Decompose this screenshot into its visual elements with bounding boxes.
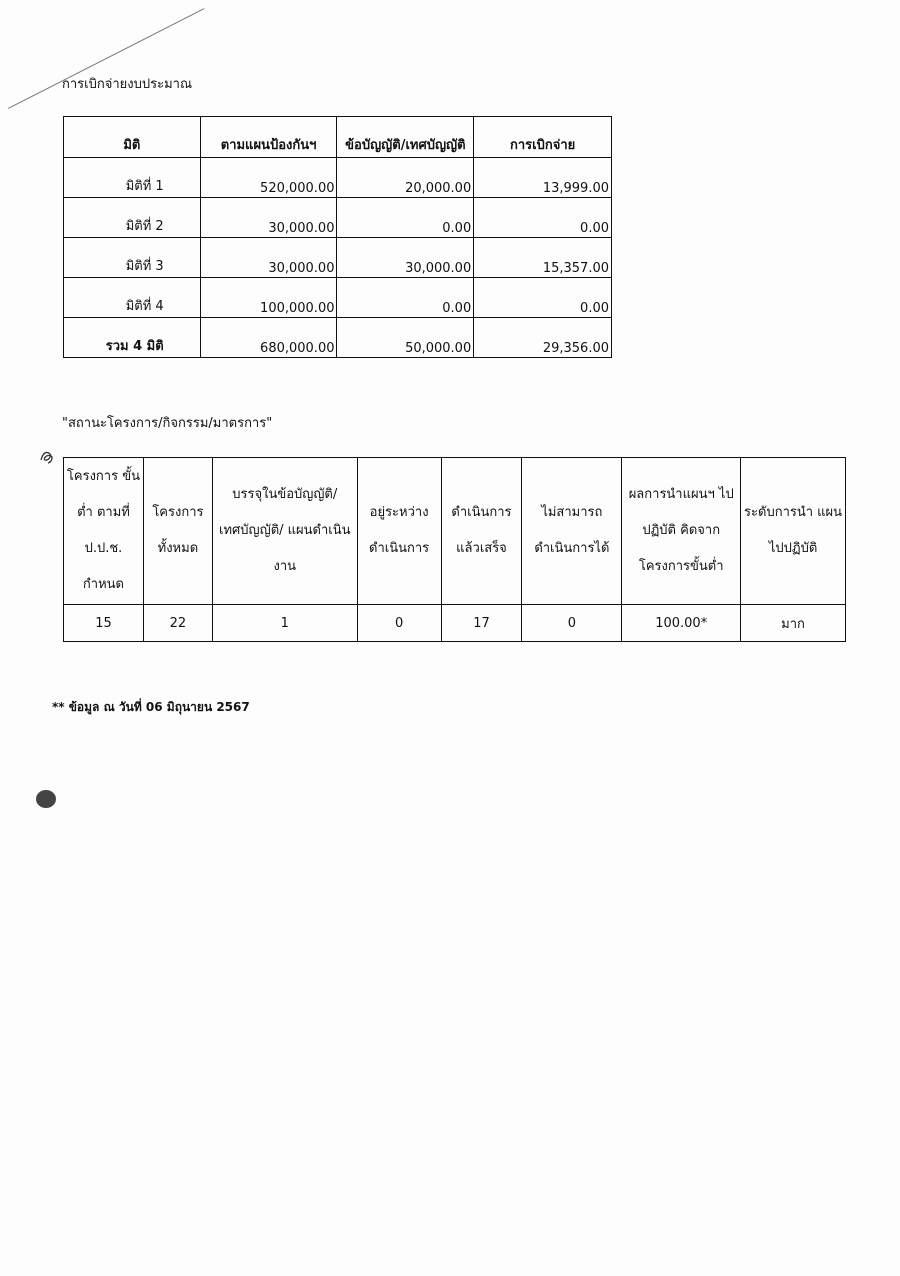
header-included-in-plan: บรรจุในข้อบัญญัติ/ เทศบัญญัติ/ แผนดำเนินงาน [212,458,357,605]
header-implementation-result: ผลการนำแผนฯ ไปปฏิบัติ คิดจาก โครงการขั้นต่ำ [622,458,741,605]
table-row [64,605,846,642]
in-progress-value: 0 [357,605,441,642]
plan-cell: 30,000.00 [200,238,337,278]
project-status-table [63,457,846,642]
header-total-projects: โครงการ ทั้งหมด [143,458,212,605]
ordinance-cell: 0.00 [337,278,474,318]
table-row [64,278,612,318]
ordinance-cell: 30,000.00 [337,238,474,278]
header-completed: ดำเนินการ แล้วเสร็จ [441,458,522,605]
completed-value: 17 [441,605,522,642]
header-disbursed: การเบิกจ่าย [474,117,612,158]
plan-cell: 520,000.00 [200,158,337,198]
dimension-cell: มิติที่ 4 [64,278,201,318]
header-minimum-projects: โครงการ ขั้นต่ำ ตามที่ ป.ป.ช. กำหนด [64,458,144,605]
disbursed-cell: 13,999.00 [474,158,612,198]
total-projects-value: 22 [143,605,212,642]
total-dimension-cell: รวม 4 มิติ [64,318,201,358]
ink-blot-mark [36,790,56,808]
table-row [64,238,612,278]
dimension-cell: มิติที่ 1 [64,158,201,198]
unable-value: 0 [522,605,622,642]
table-row [64,158,612,198]
header-unable: ไม่สามารถ ดำเนินการได้ [522,458,622,605]
total-ordinance-cell: 50,000.00 [337,318,474,358]
data-date-footnote: ** ข้อมูล ณ วันที่ 06 มิถุนายน 2567 [52,700,250,714]
pen-scribble-mark [38,448,56,466]
budget-header-row [64,117,612,158]
total-row [64,318,612,358]
budget-table [63,116,612,358]
header-ordinance: ข้อบัญญัติ/เทศบัญญัติ [337,117,474,158]
status-section-title: "สถานะโครงการ/กิจกรรม/มาตรการ" [62,416,273,431]
minimum-projects-value: 15 [64,605,144,642]
disbursed-cell: 0.00 [474,278,612,318]
disbursed-cell: 0.00 [474,198,612,238]
plan-cell: 30,000.00 [200,198,337,238]
header-plan: ตามแผนป้องกันฯ [200,117,337,158]
budget-section-title: การเบิกจ่ายงบประมาณ [62,77,192,92]
header-dimension: มิติ [64,117,201,158]
dimension-cell: มิติที่ 2 [64,198,201,238]
status-header-row [64,458,846,605]
included-in-plan-value: 1 [212,605,357,642]
dimension-cell: มิติที่ 3 [64,238,201,278]
implementation-level-value: มาก [741,605,846,642]
total-disbursed-cell: 29,356.00 [474,318,612,358]
plan-cell: 100,000.00 [200,278,337,318]
disbursed-cell: 15,357.00 [474,238,612,278]
ordinance-cell: 0.00 [337,198,474,238]
header-in-progress: อยู่ระหว่าง ดำเนินการ [357,458,441,605]
table-row [64,198,612,238]
ordinance-cell: 20,000.00 [337,158,474,198]
header-implementation-level: ระดับการนำ แผนไปปฏิบัติ [741,458,846,605]
implementation-result-value: 100.00* [622,605,741,642]
total-plan-cell: 680,000.00 [200,318,337,358]
